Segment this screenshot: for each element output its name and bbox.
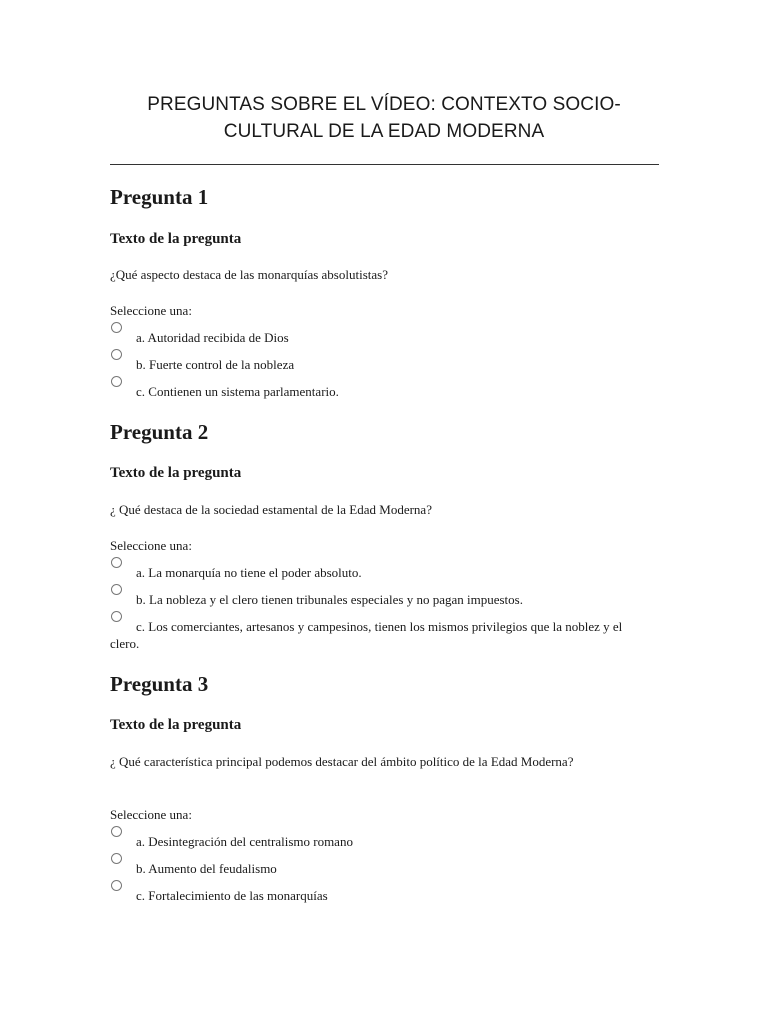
answer-option-label: a. La monarquía no tiene el poder absoluto.: [136, 565, 362, 580]
radio-button[interactable]: [111, 584, 122, 595]
select-one-label: Seleccione una:: [110, 538, 192, 553]
document-title: PREGUNTAS SOBRE EL VÍDEO: CONTEXTO SOCIO-CULTURAL DE LA EDAD MODERNA: [147, 94, 621, 142]
question-text: ¿ Qué destaca de la sociedad estamental de la Edad Moderna?: [110, 502, 432, 517]
answer-option-label: b. Aumento del feudalismo: [136, 861, 277, 876]
answer-option-label: c. Fortalecimiento de las monarquías: [136, 888, 328, 903]
select-one-label: Seleccione una:: [110, 807, 192, 822]
radio-button[interactable]: [111, 349, 122, 360]
question-heading: Pregunta 3: [110, 672, 209, 696]
radio-button[interactable]: [111, 376, 122, 387]
question-text: ¿ Qué característica principal podemos destacar del ámbito político de la Edad Moderna?: [110, 754, 574, 769]
question-subheading: Texto de la pregunta: [110, 717, 242, 733]
answer-option-b[interactable]: [110, 860, 650, 877]
question-subheading: Texto de la pregunta: [110, 465, 242, 481]
title-divider: [110, 164, 659, 165]
question-subheading: Texto de la pregunta: [110, 231, 242, 247]
answer-option-b[interactable]: [110, 356, 650, 373]
radio-button[interactable]: [111, 826, 122, 837]
answer-option-b[interactable]: [110, 591, 650, 608]
answer-option-label: a. Desintegración del centralismo romano: [136, 834, 353, 849]
answer-option-a[interactable]: [110, 833, 650, 850]
answer-option-label: c. Los comerciantes, artesanos y campesinos, tienen los mismos privilegios que la noblez y el clero.: [110, 619, 623, 651]
answer-option-c[interactable]: [110, 887, 650, 904]
answer-option-label: c. Contienen un sistema parlamentario.: [136, 384, 339, 399]
answer-option-c[interactable]: [110, 618, 650, 652]
radio-button[interactable]: [111, 557, 122, 568]
radio-button[interactable]: [111, 611, 122, 622]
answer-option-a[interactable]: [110, 564, 650, 581]
answer-option-label: b. La nobleza y el clero tienen tribunales especiales y no pagan impuestos.: [136, 592, 523, 607]
radio-button[interactable]: [111, 880, 122, 891]
answer-option-a[interactable]: [110, 329, 650, 346]
question-heading: Pregunta 2: [110, 420, 209, 444]
answer-option-label: a. Autoridad recibida de Dios: [136, 330, 289, 345]
answer-option-label: b. Fuerte control de la nobleza: [136, 357, 295, 372]
question-text: ¿Qué aspecto destaca de las monarquías absolutistas?: [110, 267, 388, 282]
radio-button[interactable]: [111, 853, 122, 864]
question-heading: Pregunta 1: [110, 185, 209, 209]
radio-button[interactable]: [111, 322, 122, 333]
select-one-label: Seleccione una:: [110, 303, 192, 318]
answer-option-c[interactable]: [110, 383, 650, 400]
